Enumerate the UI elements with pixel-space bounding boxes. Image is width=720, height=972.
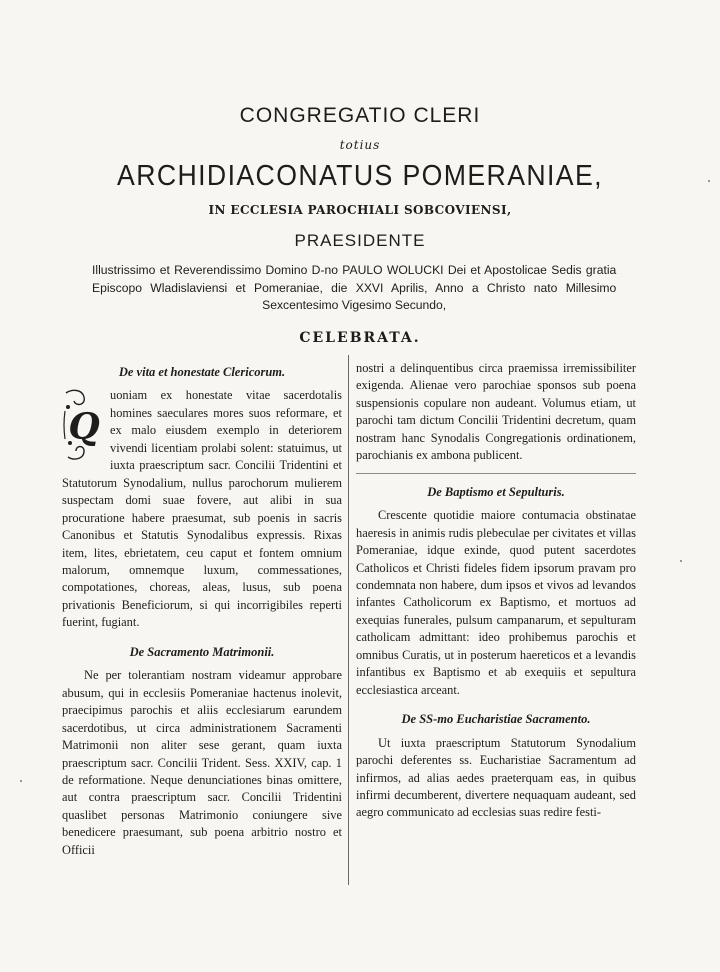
section-heading-vita: De vita et honestate Clericorum. — [118, 365, 286, 379]
title-congregatio: CONGREGATIO CLERI — [239, 104, 481, 127]
title-archidiaconatus: ARCHIDIACONATUS POMERANIAE, — [117, 160, 603, 192]
title-ecclesia: IN ECCLESIA PAROCHIALI SOBCOVIENSI, — [208, 203, 512, 217]
paper-speck — [20, 780, 22, 782]
title-totius: totius — [339, 138, 381, 152]
column-divider — [348, 355, 349, 885]
section-heading-baptismo: De Baptismo et Sepulturis. — [427, 484, 565, 499]
paragraph-baptismo: Crescente quotidie maiore contumacia obstinatae haeresis in animis rudis plebeculae per civitates et villas Pomeraniae, idque exinde, quod putent sacerdotes Catholicos et Christi fideles fidem ipsorum pravam pro condemnata non habere, dum ipsos et vivos ad levandos infantes Catholicorum ex Baptismo, et mortuos ad exequias funerales, pulsum campanarum, et sepulturam catholicam admittant: ideo prohibemus parochis et omnibus Curatis, ut in posterum haereticos et a levandis infantibus ex Baptismo et ab exequiis et sepultura ecclesiastica arceant. — [356, 508, 636, 697]
paragraph-eucharistiae: Ut iuxta praescriptum Statutorum Synodalium parochi deferentes ss. Eucharistiae Sacramentum ad infirmos, ad alias aedes praeterquam eas, in quibus infirmi decumberent, divertere nequaquam audeant, sed aegro communicato ad ecclesias suas redire festi- — [356, 735, 636, 820]
dropcap-letter: Q — [68, 406, 100, 449]
section-heading-eucharistiae: De SS-mo Eucharistiae Sacramento. — [401, 712, 591, 727]
title-praesidente: PRAESIDENTE — [294, 231, 426, 250]
ornamental-initial — [62, 387, 106, 463]
paragraph-continuation: nostri a delinquentibus circa praemissa irremissibiliter exigenda. Alienae vero parochiae sponsos sub poena suspensionis copulare non audeant. Volumus etiam, ut parochi tam dictum Concilii Tridentini decretum, quam nostram hanc Synodalis Congregationis ordinationem, parochianis ex ambona publicent. — [356, 361, 636, 463]
paper-speck — [680, 560, 682, 562]
paragraph-matrimonii: Ne per tolerantiam nostram videamur approbare abusum, qui in ecclesiis Pomeraniae hactenus inolevit, praecipimus parochis et aliis ecclesiarum earundem sacerdotibus, ut circa administrationem Sacramenti Matrimonii non aliter sese gerant, quam iuxta praescriptum sacr. Concilii Trident. Sess. XXIV, cap. 1 de reformatione. Neque denunciationes binas omittere, aut contra praescriptum sacr. Concilii Tridentini quaslibet personas Matrimonio coniungere sive benedicere praesumant, sub poena arbitrio nostro et Officii — [62, 668, 342, 857]
section-separator — [356, 473, 636, 474]
paragraph-vita: uoniam ex honestate vitae sacerdotalis homines saeculares mores suos reformare, et ex malo eiusdem exemplo in deteriorem vivendi licentiam prolabi solent: statuimus, ut iuxta praescriptum sacr. Concilii Tridentini et Statutorum Synodalium, nullus parochorum mulierem suspectam domi suae fovere, aut alibi in sua procuratione habere praesumat, sub poenis in sacris Canonibus et Statutis Synodalibus expressis. Rixas item, lites, ebrietatem, ceu caput et fontem omnium malorum, omnemque luxum, commessationes, compotationes, choreas, aleas, lusus, sub poena privationis Beneficiorum, si qui incorrigibiles reperti fuerint, fugiant. — [62, 388, 342, 630]
left-column — [62, 360, 342, 859]
dedication-text: Illustrissimo et Reverendissimo Domino D-no PAULO WOLUCKI Dei et Apostolicae Sedis gratia Episcopo Wladislaviensi et Pomeraniae, die XXVI Aprilis, Anno a Christo nato Millesimo Sexcentesimo Vigesimo Secundo, — [92, 263, 617, 312]
paper-speck — [708, 180, 710, 182]
right-column — [356, 360, 636, 822]
section-body-vita — [62, 387, 342, 631]
title-celebrata: CELEBRATA. — [299, 330, 421, 346]
section-heading-matrimonii: De Sacramento Matrimonii. — [129, 644, 275, 659]
